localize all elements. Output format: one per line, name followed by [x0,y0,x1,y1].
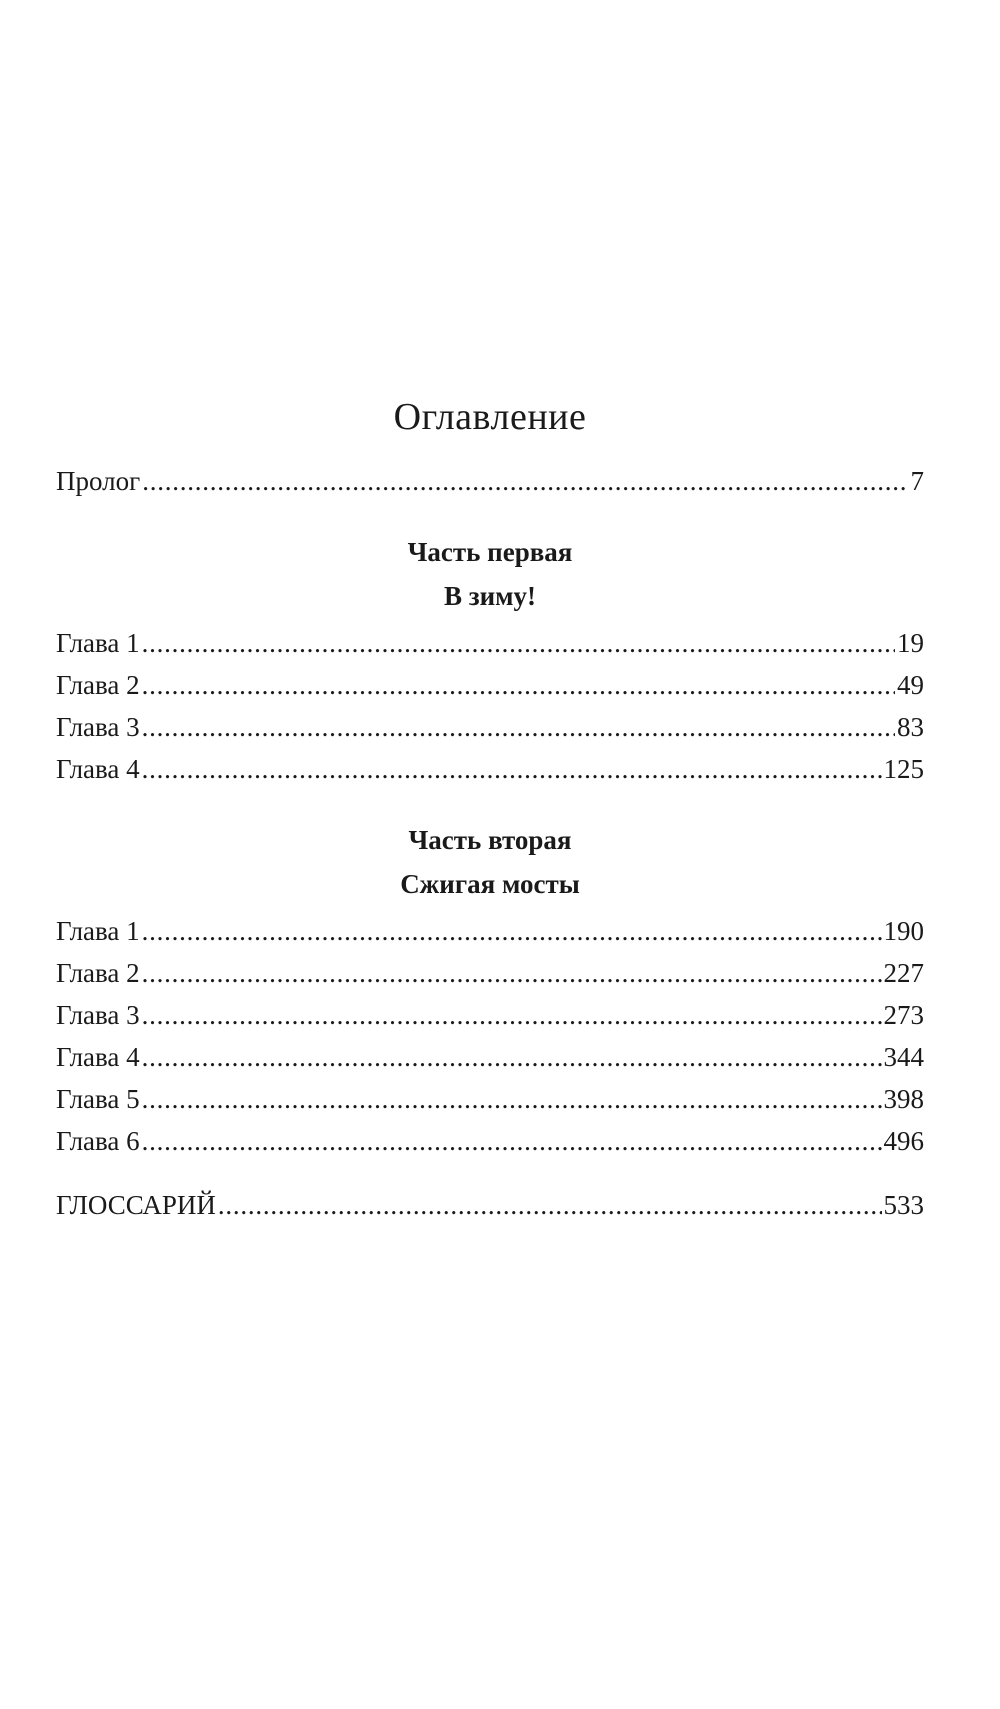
toc-entry [56,622,924,664]
toc-entry [56,1078,924,1120]
part-subtitle: Сжигая мосты [400,869,580,899]
part-two-heading-block [56,818,924,906]
entry-page-number: 344 [883,1042,924,1072]
entry-label: Глава 5 [56,1084,140,1114]
entry-page-number: 19 [897,628,924,658]
toc-entry-glossary [56,1184,924,1226]
toc-entry [56,910,924,952]
dot-leader [142,706,895,748]
part-heading: Часть вторая [408,825,572,855]
table-of-contents [56,390,924,1226]
entry-page-number: 125 [883,754,924,784]
toc-entry [56,1036,924,1078]
entry-page-number: 7 [910,466,924,496]
dot-leader [142,1036,882,1078]
entry-page-number: 533 [883,1190,924,1220]
dot-leader [142,748,882,790]
toc-entry-prologue [56,460,924,502]
entry-label: Пролог [56,466,141,496]
toc-entry [56,706,924,748]
dot-leader [142,1120,882,1162]
entry-page-number: 83 [897,712,924,742]
entry-label: ГЛОССАРИЙ [56,1190,216,1220]
dot-leader [142,622,895,664]
dot-leader [142,952,882,994]
entry-page-number: 398 [883,1084,924,1114]
dot-leader [142,994,882,1036]
dot-leader [142,460,908,502]
entry-page-number: 227 [883,958,924,988]
toc-entry [56,1120,924,1162]
toc-title: Оглавление [393,396,587,438]
dot-leader [218,1184,882,1226]
spacer [56,1162,924,1184]
entry-label: Глава 3 [56,712,140,742]
part-heading: Часть первая [407,537,573,567]
dot-leader [142,664,895,706]
toc-entry [56,994,924,1036]
entry-label: Глава 1 [56,628,140,658]
dot-leader [142,910,882,952]
entry-label: Глава 3 [56,1000,140,1030]
toc-entry [56,748,924,790]
entry-page-number: 190 [883,916,924,946]
entry-label: Глава 4 [56,754,140,784]
entry-page-number: 496 [883,1126,924,1156]
entry-page-number: 49 [897,670,924,700]
toc-entry [56,664,924,706]
entry-label: Глава 1 [56,916,140,946]
dot-leader [142,1078,882,1120]
entry-label: Глава 4 [56,1042,140,1072]
toc-entry [56,952,924,994]
entry-label: Глава 6 [56,1126,140,1156]
entry-label: Глава 2 [56,670,140,700]
entry-label: Глава 2 [56,958,140,988]
part-one-heading-block [56,530,924,618]
entry-page-number: 273 [883,1000,924,1030]
part-subtitle: В зиму! [443,581,537,611]
